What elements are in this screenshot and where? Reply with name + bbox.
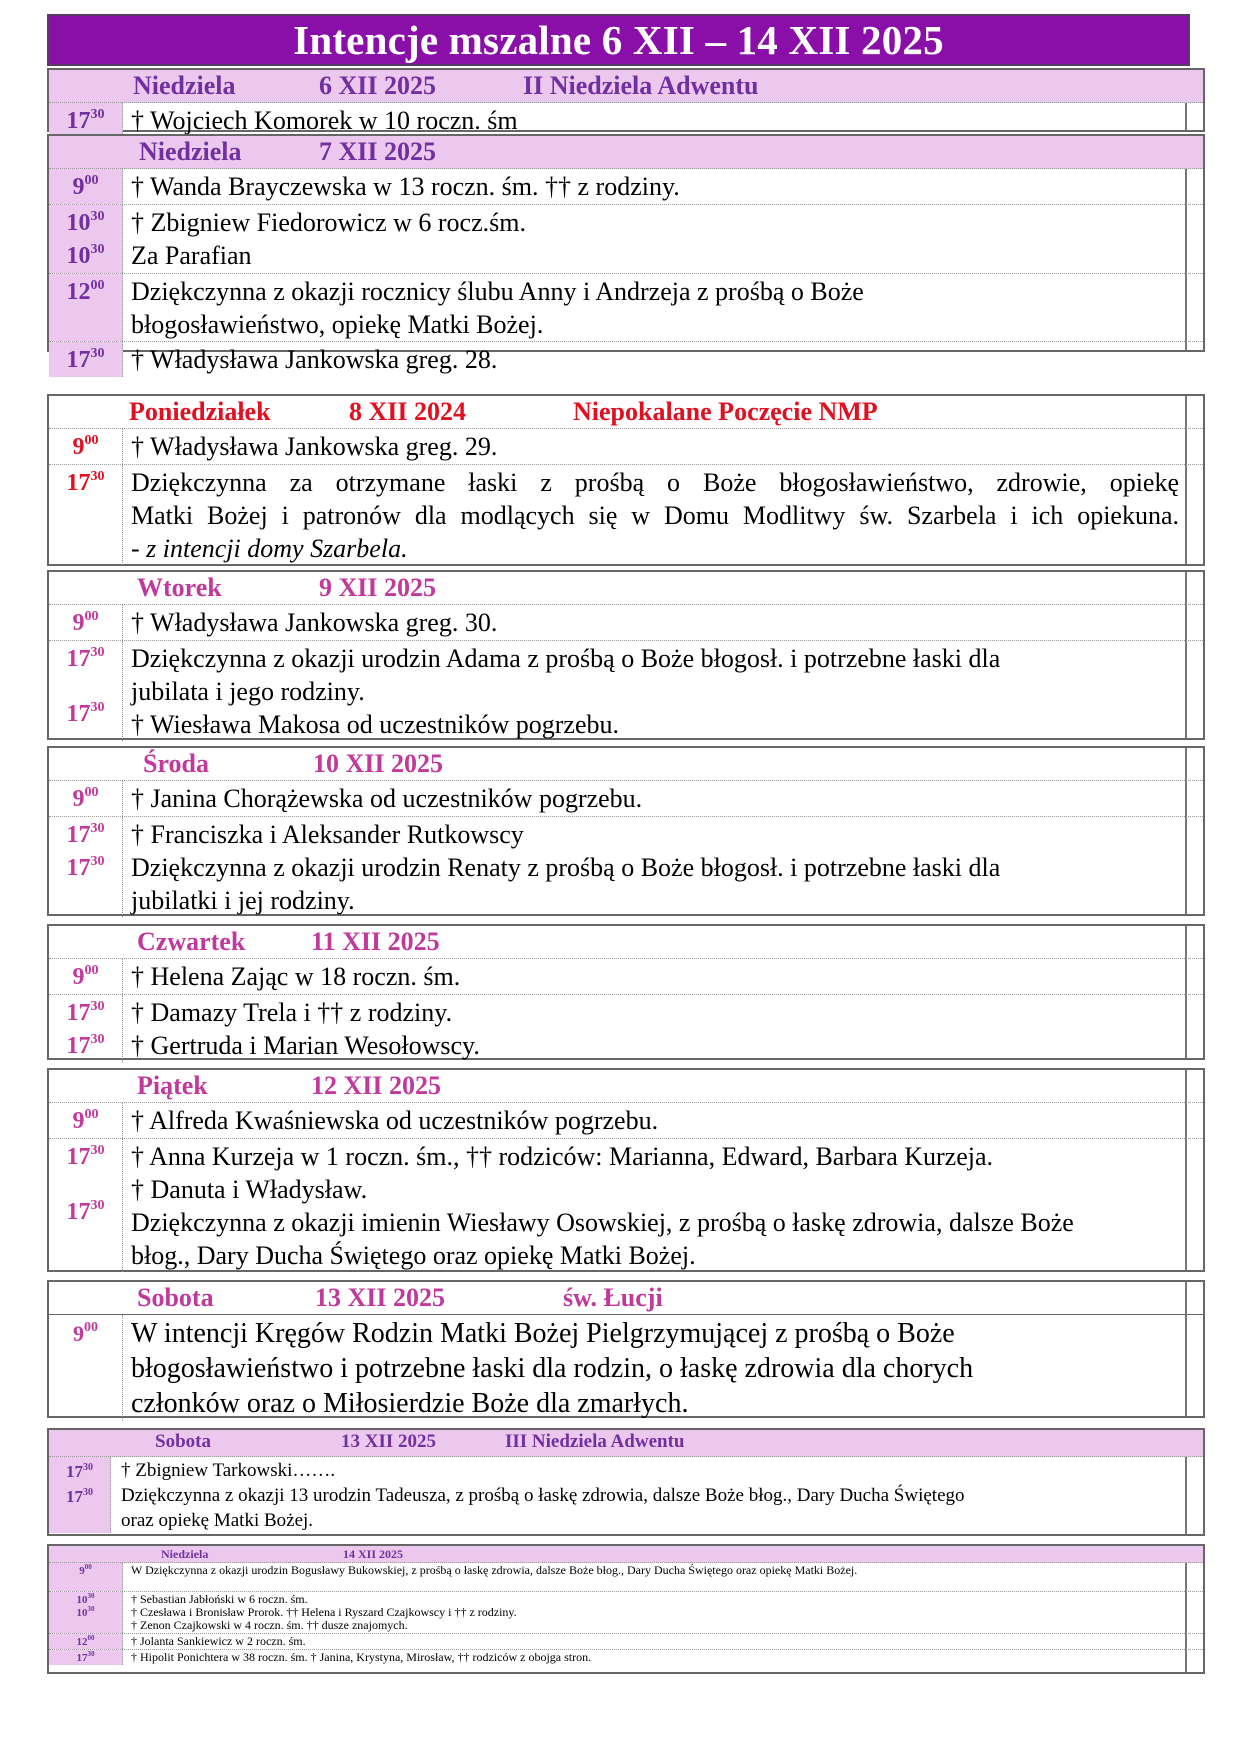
mass-time: $12^{00}$ [49,274,123,341]
day-date: 9 XII 2025 [319,573,437,602]
day-header [49,926,1203,959]
mass-time: $9^{00}$ [49,169,123,204]
intention-text: W Dziękczynna z okazji urodzin Bogusławy Bukowskiej, z prośbą o łaskę zdrowia, dalsze Boże błog., Dary Ducha Świętego oraz opiekę Matki Bożej. [131,1563,858,1577]
day-name: Czwartek [137,927,246,956]
intention-text: † Anna Kurzeja w 1 roczn. śm., †† rodziców: Marianna, Edward, Barbara Kurzeja. † Danuta i Władysław. Dziękczynna z okazji imienin Wiesławy Osowskiej, z prośbą o łaskę zdrowia, dalsze Boże błog., Dary Ducha Świętego oraz opiekę Matki Bożej. [131,1142,1074,1270]
intention-text: † Sebastian Jabłoński w 6 roczn. śm. † Czesława i Bronisław Prorok. †† Helena i Ryszard Czajkowscy i †† z rodziny. † Zenon Czajkowski w 4 roczn. śm. †† dusze znajomych. [131,1592,517,1632]
intention-text: † Władysława Jankowska greg. 28. [131,345,498,374]
mass-time: $9^{00}$ [49,1563,123,1591]
mass-row [49,1315,1203,1421]
mass-time: $9^{00}$ [49,959,123,994]
mass-row [49,1650,1203,1665]
day-header [49,572,1203,605]
mass-row [49,342,1203,377]
day-name: Niedziela [161,1547,209,1561]
day-date: 10 XII 2025 [313,749,444,778]
day-header [49,1282,1203,1315]
mass-row [49,205,1203,274]
mass-time: $17^{30}$ $17^{30}$ [49,1457,111,1533]
mass-row [49,274,1203,342]
intention-text: † Damazy Trela i †† z rodziny. † Gertruda i Marian Wesołowscy. [131,998,480,1060]
intention-text: † Wojciech Komorek w 10 roczn. śm [131,106,518,135]
day-note: III Niedziela Adwentu [505,1431,685,1452]
day-name: Piątek [137,1071,208,1100]
day-header [49,136,1203,169]
mass-time: $10^{30}$ $10^{30}$ [49,205,123,273]
day-name: Poniedziałek [129,397,271,426]
mass-row [49,817,1203,917]
page-title: Intencje mszalne 6 XII – 14 XII 2025 [293,17,944,63]
day-block-sat [47,1280,1205,1418]
day-name: Sobota [155,1431,211,1452]
mass-time: $17^{30}$ $17^{30}$ [49,817,123,917]
mass-row [49,1592,1203,1634]
day-note: II Niedziela Adwentu [523,71,759,100]
mass-row [49,995,1203,1063]
intention-text: † Wanda Brayczewska w 13 roczn. śm. †† z rodziny. [131,172,680,201]
intention-text: † Władysława Jankowska greg. 30. [131,608,498,637]
day-block-sun-6 [47,68,1205,135]
day-header [49,1546,1203,1563]
mass-time: $9^{00}$ [49,1315,123,1421]
mass-row [49,1563,1203,1592]
mass-row [49,1103,1203,1139]
day-name: Sobota [137,1283,214,1312]
intention-text: Dziękczynna za otrzymane łaski z prośbą o Boże błogosławieństwo, zdrowie, opiekę Matki Bożej i patronów dla modlących się w Domu Modlitwy św. Szarbela i ich opiekuna. - z intencji domy Szarbela. [131,468,1179,563]
day-date: 13 XII 2025 [315,1283,446,1312]
day-date: 11 XII 2025 [311,927,440,956]
mass-row [49,781,1203,817]
day-name: Wtorek [137,573,222,602]
mass-time: $17^{30}$ [49,465,123,565]
mass-row [49,103,1203,138]
day-note: św. Łucji [563,1283,663,1312]
mass-time: $9^{00}$ [49,1103,123,1138]
day-name: Niedziela [133,71,236,100]
day-block-sun-14 [47,1544,1205,1674]
day-header [49,1070,1203,1103]
mass-row [49,1139,1203,1272]
intention-text: Dziękczynna z okazji urodzin Adama z prośbą o Boże błogosł. i potrzebne łaski dla jubilata i jego rodziny. † Wiesława Makosa od uczestników pogrzebu. [131,644,1001,739]
mass-time: $17^{30}$ [49,1650,123,1665]
day-block-sun-7 [47,134,1205,374]
mass-row [49,465,1203,565]
mass-time: $9^{00}$ [49,781,123,816]
day-date: 6 XII 2025 [319,71,437,100]
mass-time: $17^{30}$ [49,342,123,377]
mass-row [49,641,1203,741]
intention-text: Dziękczynna z okazji rocznicy ślubu Anny i Andrzeja z prośbą o Boże błogosławieństwo, opiekę Matki Bożej. [131,277,864,339]
intention-text: † Zbigniew Fiedorowicz w 6 rocz.śm. Za Parafian [131,208,526,270]
intention-text: † Zbigniew Tarkowski……. Dziękczynna z okazji 13 urodzin Tadeusza, z prośbą o łaskę zdrowia, dalsze Boże błog., Dary Ducha Świętego oraz opiekę Matki Bożej. [121,1460,965,1531]
day-name: Środa [143,749,209,778]
day-block-mon [47,394,1205,566]
mass-time: $17^{30}$ $17^{30}$ [49,995,123,1063]
intention-text: † Helena Zając w 18 roczn. śm. [131,962,461,991]
intention-text: † Władysława Jankowska greg. 29. [131,432,498,461]
mass-time: $12^{00}$ [49,1634,123,1649]
mass-row [49,1457,1203,1533]
mass-row [49,605,1203,641]
mass-time: $17^{30}$ [49,103,123,138]
day-header [49,396,1203,429]
day-date: 14 XII 2025 [343,1547,404,1561]
intention-text: † Alfreda Kwaśniewska od uczestników pogrzebu. [131,1106,659,1135]
intention-text: † Jolanta Sankiewicz w 2 roczn. śm. [131,1634,306,1648]
mass-time: $10^{30}$ $10^{30}$ [49,1592,123,1633]
day-name: Niedziela [139,137,242,166]
day-block-fri [47,1068,1205,1272]
day-header [49,748,1203,781]
day-block-thu [47,924,1205,1060]
mass-time: $9^{00}$ [49,605,123,640]
day-block-tue [47,570,1205,740]
intention-text: † Franciszka i Aleksander Rutkowscy Dziękczynna z okazji urodzin Renaty z prośbą o Boże błogosł. i potrzebne łaski dla jubilatki i jej rodziny. [131,820,1001,915]
day-date: 12 XII 2025 [311,1071,442,1100]
day-block-wed [47,746,1205,916]
day-header [49,70,1203,103]
day-header [49,1430,1203,1457]
mass-row [49,429,1203,465]
day-date: 13 XII 2025 [341,1431,437,1452]
mass-row [49,1634,1203,1650]
intention-text: † Hipolit Ponichtera w 38 roczn. śm. † Janina, Krystyna, Mirosław, †† rodziców z obojga stron. [131,1650,592,1664]
page-title-bar [47,14,1190,66]
mass-time: $17^{30}$ $17^{30}$ [49,1139,123,1272]
mass-time: $17^{30}$ $17^{30}$ [49,641,123,741]
day-block-sat-vigil [47,1428,1205,1536]
mass-row [49,169,1203,205]
day-date: 7 XII 2025 [319,137,437,166]
day-date: 8 XII 2024 [349,397,467,426]
intention-text: W intencji Kręgów Rodzin Matki Bożej Pielgrzymującej z prośbą o Boże błogosławieństwo i potrzebne łaski dla rodzin, o łaskę zdrowia dla chorych członków oraz o Miłosierdzie Boże dla zmarłych. [131,1318,974,1419]
intention-text: † Janina Chorążewska od uczestników pogrzebu. [131,784,643,813]
mass-row [49,959,1203,995]
day-note: Niepokalane Poczęcie NMP [573,397,878,426]
mass-time: $9^{00}$ [49,429,123,464]
